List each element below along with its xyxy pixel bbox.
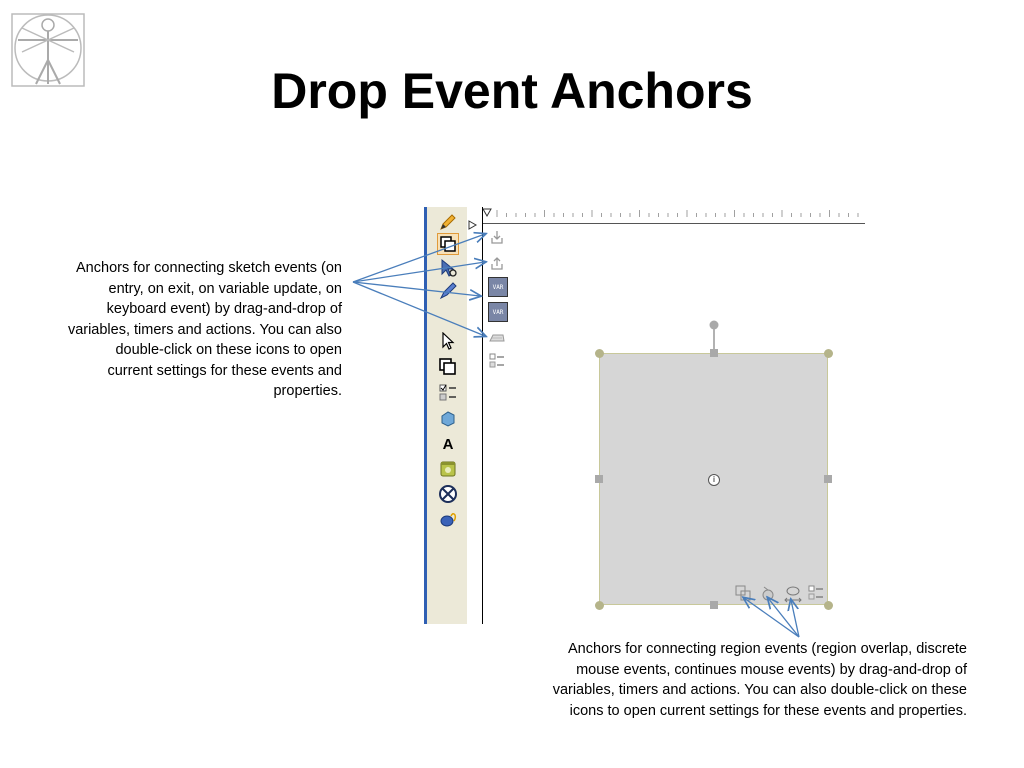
note-line: Anchors for connecting sketch events (on — [76, 260, 342, 276]
properties-icon[interactable] — [808, 585, 824, 601]
select-arrow-icon[interactable] — [437, 330, 459, 352]
note-line: properties. — [273, 383, 342, 399]
note-line: Anchors for connecting region events (region overlap, discrete — [568, 641, 967, 657]
region-overlap-icon[interactable] — [735, 585, 751, 601]
resize-handle[interactable] — [824, 601, 833, 610]
note-line: variables, timers and actions. You can also — [67, 321, 342, 338]
resize-handle[interactable] — [595, 601, 604, 610]
on-exit-anchor-icon[interactable] — [488, 254, 506, 272]
horizontal-ruler — [483, 207, 865, 224]
note-line: double-click on these icons to open — [115, 342, 342, 358]
vertical-ruler — [467, 207, 483, 624]
slide-title: Drop Event Anchors — [271, 63, 753, 119]
variable-update-anchor-icon[interactable]: VAR — [488, 302, 508, 322]
mouse-icon[interactable] — [437, 508, 459, 530]
on-entry-anchor-icon[interactable] — [488, 228, 506, 246]
sketch-anchors-note — [68, 258, 342, 402]
note-line: entry, on exit, on variable update, on — [108, 280, 342, 297]
cross-circle-icon[interactable] — [437, 483, 459, 505]
note-line: keyboard event) by drag-and-drop of — [106, 301, 342, 317]
note-line: mouse events, continues mouse events) by drag-and-drop of — [576, 661, 967, 678]
tool-palette — [424, 207, 467, 624]
copy-shape-icon[interactable] — [437, 356, 459, 378]
continuous-mouse-icon[interactable] — [783, 583, 803, 603]
resize-handle[interactable] — [595, 475, 603, 483]
ruler-marker-icon — [467, 219, 479, 231]
note-line: current settings for these events and — [107, 362, 342, 379]
resize-handle[interactable] — [595, 349, 604, 358]
variable-update-anchor-icon[interactable]: VAR — [488, 277, 508, 297]
pointer-magnify-icon[interactable] — [437, 257, 459, 279]
region-info-icon[interactable]: i — [708, 474, 720, 486]
region-anchors-note — [553, 639, 967, 721]
properties-anchor-icon[interactable] — [488, 352, 506, 370]
region-icon[interactable] — [437, 233, 459, 255]
pencil-icon[interactable] — [437, 211, 459, 233]
note-line: icons to open current settings for these events and properties. — [569, 702, 967, 719]
resize-handle[interactable] — [824, 349, 833, 358]
cube-icon[interactable] — [437, 408, 459, 430]
resize-handle[interactable] — [824, 475, 832, 483]
text-tool-icon[interactable]: A — [442, 435, 454, 453]
resize-handle[interactable] — [710, 601, 718, 609]
discrete-mouse-icon[interactable] — [760, 585, 776, 601]
resize-handle[interactable] — [710, 349, 718, 357]
keyboard-anchor-icon[interactable] — [488, 329, 506, 347]
note-line: variables, timers and actions. You can also double-click on these — [552, 682, 967, 698]
checklist-icon[interactable] — [437, 382, 459, 404]
image-icon[interactable] — [437, 458, 459, 480]
pen-icon[interactable] — [437, 280, 459, 302]
